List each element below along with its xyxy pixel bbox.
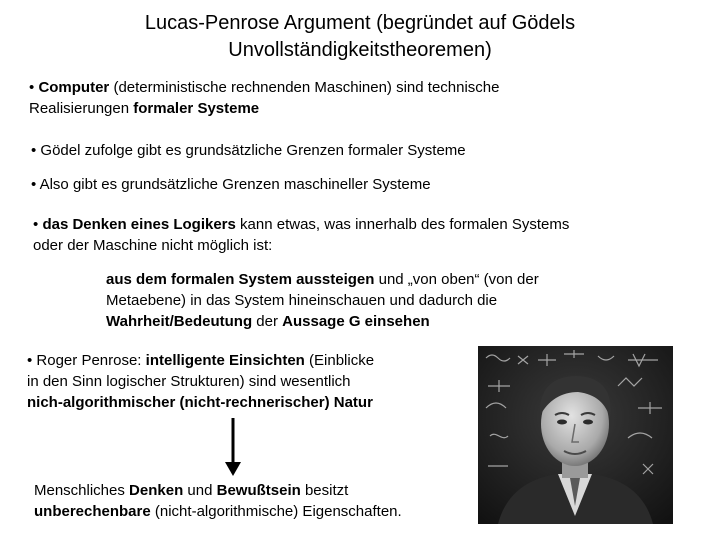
text-segment: und: [187, 482, 213, 499]
text-segment: • Roger Penrose:: [27, 352, 142, 369]
bold-wahrheit: Wahrheit/Bedeutung: [106, 313, 253, 330]
text-segment: besitzt: [304, 482, 349, 499]
text-segment: oder der Maschine nicht möglich ist:: [33, 237, 273, 254]
bullet-penrose: [27, 350, 374, 413]
text-segment: Metaebene) in das System hineinschauen und dadurch die: [106, 292, 498, 309]
bold-einsichten: intelligente Einsichten: [145, 352, 305, 369]
bullet-computer: [29, 77, 500, 119]
conclusion: [34, 480, 402, 522]
bold-bewusstsein: Bewußtsein: [216, 482, 301, 499]
bullet-mark: •: [29, 79, 35, 96]
title-line-2: Unvollständigkeitstheoremen): [228, 39, 492, 61]
bullet-logician-thinking: [33, 214, 569, 256]
text-segment: (nicht-algorithmische) Eigenschaften.: [154, 503, 402, 520]
text-segment: der: [256, 313, 278, 330]
bold-denken: Denken: [129, 482, 184, 499]
bold-formaler-systeme: formaler Systeme: [133, 100, 260, 117]
bold-natur: nich-algorithmischer (nicht-rechnerischer) Natur: [27, 394, 373, 411]
sub-point-step-outside: [106, 269, 539, 332]
bullet-goedel-limits: • Gödel zufolge gibt es grundsätzliche Grenzen formaler Systeme: [31, 142, 466, 159]
bullet-mark: •: [33, 216, 39, 233]
text-segment: und „von oben“ (von der: [378, 271, 539, 288]
bold-unberechenbare: unberechenbare: [34, 503, 151, 520]
text-segment: Menschliches: [34, 482, 125, 499]
penrose-photo: [478, 346, 673, 524]
text-segment: kann etwas, was innerhalb des formalen Systems: [240, 216, 570, 233]
slide-title: [40, 10, 680, 64]
bold-aussteigen: aus dem formalen System aussteigen: [106, 271, 375, 288]
title-line-1: Lucas-Penrose Argument (begründet auf Gödels: [144, 12, 576, 34]
text-segment: Realisierungen: [29, 100, 130, 117]
penrose-portrait-image: [478, 346, 673, 524]
bold-computer: Computer: [38, 79, 110, 96]
arrow-down-icon: [222, 418, 244, 478]
text-segment: (deterministische rechnenden Maschinen) sind technische: [113, 79, 500, 96]
text-segment: in den Sinn logischer Strukturen) sind wesentlich: [27, 373, 351, 390]
bullet-machine-limits: • Also gibt es grundsätzliche Grenzen maschineller Systeme: [31, 176, 431, 193]
bold-aussage-g: Aussage G einsehen: [282, 313, 430, 330]
bold-logiker: das Denken eines Logikers: [42, 216, 236, 233]
text-segment: (Einblicke: [309, 352, 375, 369]
